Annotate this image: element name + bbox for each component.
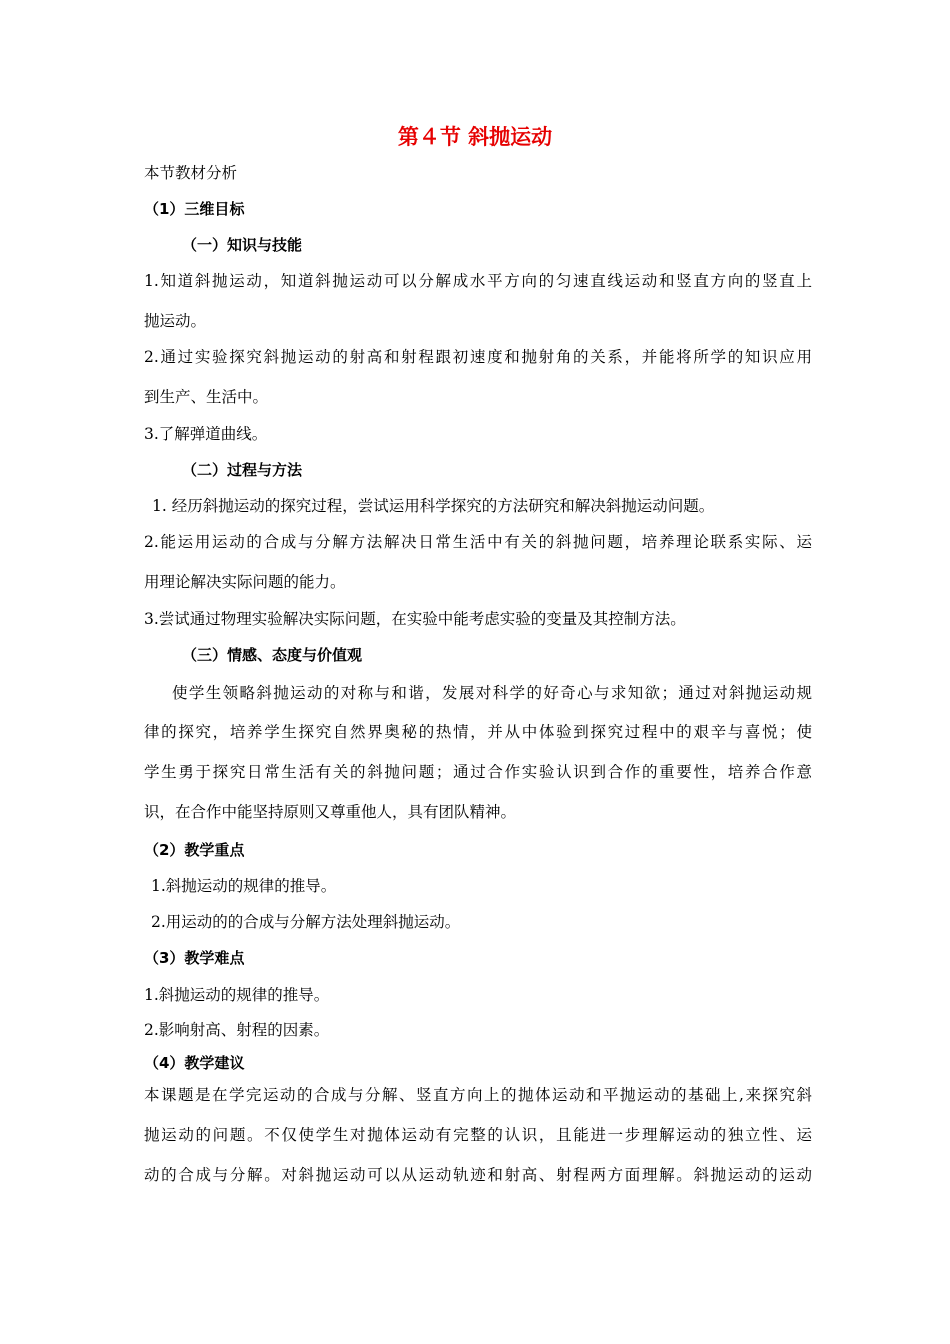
knowledge-item-3: 3.了解弹道曲线。 <box>144 425 268 443</box>
knowledge-item-2-line-2: 到生产、生活中。 <box>144 388 269 406</box>
suggestion-paragraph-line-2: 抛运动的问题。不仅使学生对抛体运动有完整的认识，且能进一步理解运动的独立性、运 <box>144 1126 812 1144</box>
key-point-1: 1.斜抛运动的规律的推导。 <box>151 877 337 895</box>
values-paragraph-line-1: 使学生领略斜抛运动的对称与和谐，发展对科学的好奇心与求知欲；通过对斜抛运动规 <box>172 684 812 702</box>
knowledge-item-2-line-1: 2.通过实验探究斜抛运动的射高和射程跟初速度和抛射角的关系，并能将所学的知识应用 <box>144 348 812 366</box>
values-paragraph-line-2: 律的探究，培养学生探究自然界奥秘的热情，并从中体验到探究过程中的艰辛与喜悦；使 <box>144 723 812 741</box>
section-heading-goals: （1）三维目标 <box>144 200 245 218</box>
intro-text: 本节教材分析 <box>144 164 238 182</box>
subsection-heading-process: （二）过程与方法 <box>182 461 303 479</box>
section-heading-suggestions: （4）教学建议 <box>144 1054 245 1072</box>
process-item-3: 3.尝试通过物理实验解决实际问题，在实验中能考虑实验的变量及其控制方法。 <box>144 610 686 628</box>
subsection-heading-knowledge: （一）知识与技能 <box>182 236 303 254</box>
values-paragraph-line-4: 识，在合作中能坚持原则又尊重他人，具有团队精神。 <box>144 803 517 821</box>
suggestion-paragraph-line-1: 本课题是在学完运动的合成与分解、竖直方向上的抛体运动和平抛运动的基础上,来探究斜 <box>144 1086 812 1104</box>
values-paragraph-line-3: 学生勇于探究日常生活有关的斜抛问题；通过合作实验认识到合作的重要性，培养合作意 <box>144 763 812 781</box>
difficulty-2: 2.影响射高、射程的因素。 <box>144 1021 330 1039</box>
process-item-2-line-2: 用理论解决实际问题的能力。 <box>144 573 346 591</box>
subsection-heading-values: （三）情感、态度与价值观 <box>182 646 363 664</box>
suggestion-paragraph-line-3: 动的合成与分解。对斜抛运动可以从运动轨迹和射高、射程两方面理解。斜抛运动的运动 <box>144 1166 812 1184</box>
process-item-1: 1. 经历斜抛运动的探究过程，尝试运用科学探究的方法研究和解决斜抛运动问题。 <box>152 497 715 515</box>
difficulty-1: 1.斜抛运动的规律的推导。 <box>144 986 330 1004</box>
section-heading-key-points: （2）教学重点 <box>144 841 245 859</box>
page-title: 第４节 斜抛运动 <box>397 125 553 149</box>
knowledge-item-1-line-2: 抛运动。 <box>144 312 207 330</box>
section-heading-difficulties: （3）教学难点 <box>144 949 245 967</box>
process-item-2-line-1: 2.能运用运动的合成与分解方法解决日常生活中有关的斜抛问题，培养理论联系实际、运 <box>144 533 812 551</box>
knowledge-item-1-line-1: 1.知道斜抛运动，知道斜抛运动可以分解成水平方向的匀速直线运动和竖直方向的竖直上 <box>144 272 812 290</box>
key-point-2: 2.用运动的的合成与分解方法处理斜抛运动。 <box>151 913 461 931</box>
